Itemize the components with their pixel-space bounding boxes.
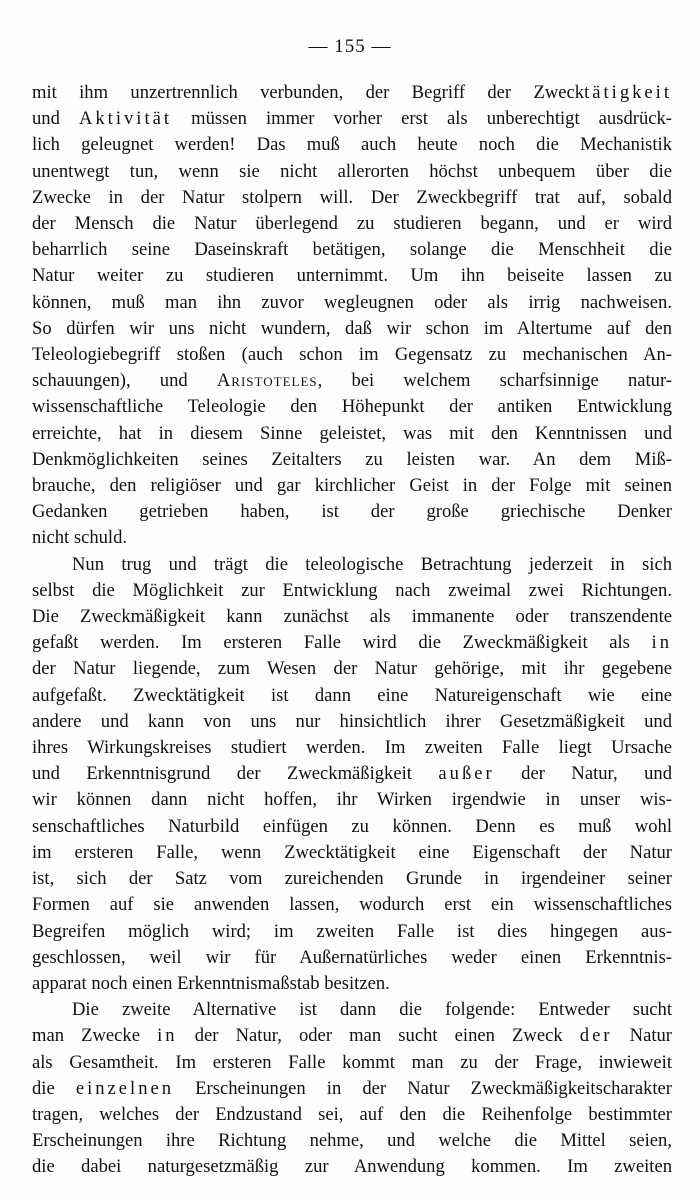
text-line bbox=[32, 290, 672, 316]
text-run: Denkmöglichkeiten seines Zeitalters zu leisten war. An dem Miß- bbox=[32, 448, 672, 470]
text-run: im ersteren Falle, wenn Zwecktätigkeit eine Eigenschaft der Natur bbox=[32, 841, 672, 863]
text-run: Gedanken getrieben haben, ist der große griechische Denker bbox=[32, 501, 672, 523]
text-line bbox=[32, 971, 672, 997]
text-run: Natur bbox=[612, 1025, 672, 1047]
text-run: wir können dann nicht hoffen, ihr Wirken irgendwie in unser wis- bbox=[32, 789, 672, 811]
text-line bbox=[32, 316, 672, 342]
text-run: Begreifen möglich wird; im zweiten Falle ist dies hingegen aus- bbox=[32, 920, 672, 942]
text-run: und bbox=[32, 108, 79, 130]
text-run: Erscheinungen in der Natur Zweckmäßigkeitscharakter bbox=[174, 1077, 672, 1099]
text-line bbox=[32, 80, 672, 106]
text-line bbox=[32, 1076, 672, 1102]
text-line bbox=[32, 552, 672, 578]
text-line bbox=[32, 604, 672, 630]
text-line bbox=[32, 1102, 672, 1128]
text-line bbox=[32, 683, 672, 709]
text-line bbox=[32, 106, 672, 132]
text-run: unentwegt tun, wenn sie nicht allerorten höchst unbequem über die bbox=[32, 160, 672, 182]
page-number: — 155 — bbox=[308, 36, 392, 57]
text-run: die bbox=[32, 1077, 76, 1099]
text-run: geschlossen, weil wir für Außernatürliches weder einen Erkenntnis- bbox=[32, 946, 672, 968]
text-run: können, muß man ihn zuvor wegleugnen oder als irrig nachweisen. bbox=[32, 291, 672, 313]
text-run: der Natur, und bbox=[494, 763, 672, 785]
text-run: brauche, den religiöser und gar kirchlicher Geist in der Folge mit seinen bbox=[32, 475, 672, 497]
text-run: und Erkenntnisgrund der Zweckmäßigkeit bbox=[32, 763, 439, 785]
text-line bbox=[32, 735, 672, 761]
text-line bbox=[32, 132, 672, 158]
text-run: die dabei naturgesetzmäßig zur Anwendung kommen. Im zweiten bbox=[32, 1156, 672, 1178]
text-line bbox=[32, 578, 672, 604]
spaced-emphasis: in bbox=[651, 632, 672, 654]
text-line bbox=[32, 421, 672, 447]
text-line bbox=[32, 761, 672, 787]
text-run: ihres Wirkungskreises studiert werden. Im zweiten Falle liegt Ursache bbox=[32, 737, 672, 759]
text-run: als Gesamtheit. Im ersteren Falle kommt man zu der Frage, inwieweit bbox=[32, 1051, 672, 1073]
text-line bbox=[32, 656, 672, 682]
text-run: apparat noch einen Erkenntnismaßstab besitzen. bbox=[32, 972, 390, 994]
text-line bbox=[32, 709, 672, 735]
text-run: Die zweite Alternative ist dann die folgende: Entweder sucht bbox=[72, 999, 672, 1021]
text-line bbox=[32, 814, 672, 840]
small-caps-name: Aristoteles bbox=[216, 370, 318, 392]
text-line bbox=[32, 866, 672, 892]
paragraph bbox=[32, 80, 672, 552]
text-line bbox=[32, 185, 672, 211]
text-run: Zwecke in der Natur stolpern will. Der Zweckbegriff trat auf, sobald bbox=[32, 186, 672, 208]
paragraph bbox=[32, 997, 672, 1180]
text-run: aufgefaßt. Zwecktätigkeit ist dann eine Natureigenschaft wie eine bbox=[32, 684, 672, 706]
text-run: Erscheinungen ihre Richtung nehme, und welche die Mittel seien, bbox=[32, 1130, 672, 1152]
text-run: der Mensch die Natur überlegend zu studieren begann, und er wird bbox=[32, 213, 672, 235]
text-line bbox=[32, 237, 672, 263]
spaced-emphasis: tätigkeit bbox=[584, 82, 672, 103]
spaced-emphasis: einzelnen bbox=[75, 1077, 175, 1099]
text-run: Teleologiebegriff stoßen (auch schon im Gegensatz zu mechanischen An- bbox=[32, 344, 672, 366]
text-line bbox=[32, 211, 672, 237]
text-line bbox=[32, 945, 672, 971]
text-run: gefaßt werden. Im ersteren Falle wird die Zweckmäßigkeit als bbox=[32, 632, 652, 654]
text-run: lich geleugnet werden! Das muß auch heute noch die Mechanistik bbox=[32, 134, 672, 156]
text-run: senschaftliches Naturbild einfügen zu können. Denn es muß wohl bbox=[32, 815, 672, 837]
text-line bbox=[32, 997, 672, 1023]
text-line bbox=[32, 892, 672, 918]
text-run: mit ihm unzertrennlich verbunden, der Begriff der Zweck bbox=[32, 82, 585, 103]
text-run: müssen immer vorher erst als unberechtigt ausdrück- bbox=[172, 108, 672, 130]
spaced-emphasis: in bbox=[157, 1025, 178, 1047]
text-line bbox=[32, 368, 672, 394]
text-line bbox=[32, 1050, 672, 1076]
text-run: tragen, welches der Endzustand sei, auf den die Reihenfolge bestimmter bbox=[32, 1103, 672, 1125]
text-run: wissenschaftliche Teleologie den Höhepunkt der antiken Entwicklung bbox=[32, 396, 672, 418]
text-run: Die Zweckmäßigkeit kann zunächst als immanente oder transzendente bbox=[32, 606, 672, 628]
text-run: man Zwecke bbox=[32, 1025, 158, 1047]
text-line bbox=[32, 499, 672, 525]
spaced-emphasis: der bbox=[579, 1025, 613, 1047]
text-line bbox=[32, 1154, 672, 1180]
text-line bbox=[32, 1023, 672, 1049]
text-run: erreichte, hat in diesem Sinne geleistet, was mit den Kenntnissen und bbox=[32, 422, 672, 444]
text-run: nicht schuld. bbox=[32, 527, 128, 549]
text-run: schauungen), und bbox=[32, 370, 217, 392]
text-line bbox=[32, 630, 672, 656]
text-line bbox=[32, 342, 672, 368]
text-run: andere und kann von uns nur hinsichtlich ihrer Gesetzmäßigkeit und bbox=[32, 710, 672, 732]
text-line bbox=[32, 787, 672, 813]
text-run: beharrlich seine Daseinskraft betätigen, solange die Menschheit die bbox=[32, 239, 672, 261]
text-line bbox=[32, 840, 672, 866]
text-run: Natur weiter zu studieren unternimmt. Um ihn beiseite lassen zu bbox=[32, 265, 672, 287]
paragraph bbox=[32, 552, 672, 997]
text-run: Formen auf sie anwenden lassen, wodurch erst ein wissenschaftliches bbox=[32, 894, 672, 916]
text-run: Nun trug und trägt die teleologische Betrachtung jederzeit in sich bbox=[72, 553, 672, 575]
text-line bbox=[32, 263, 672, 289]
body-text bbox=[32, 80, 672, 1181]
text-run: der Natur, oder man sucht einen Zweck bbox=[177, 1025, 580, 1047]
text-run: , bei welchem scharfsinnige natur- bbox=[317, 370, 672, 392]
spaced-emphasis: Aktivität bbox=[78, 108, 173, 130]
spaced-emphasis: außer bbox=[438, 763, 495, 785]
text-run: der Natur liegende, zum Wesen der Natur gehörige, mit ihr gegebene bbox=[32, 658, 672, 680]
text-line bbox=[32, 447, 672, 473]
text-run: selbst die Möglichkeit zur Entwicklung nach zweimal zwei Richtungen. bbox=[32, 579, 672, 601]
text-run: So dürfen wir uns nicht wundern, daß wir schon im Altertume auf den bbox=[32, 317, 672, 339]
text-run: ist, sich der Satz vom zureichenden Grunde in irgendeiner seiner bbox=[32, 868, 672, 890]
text-line bbox=[32, 394, 672, 420]
text-line bbox=[32, 473, 672, 499]
text-line bbox=[32, 919, 672, 945]
text-line bbox=[32, 159, 672, 185]
text-line bbox=[32, 525, 672, 551]
text-line bbox=[32, 1128, 672, 1154]
